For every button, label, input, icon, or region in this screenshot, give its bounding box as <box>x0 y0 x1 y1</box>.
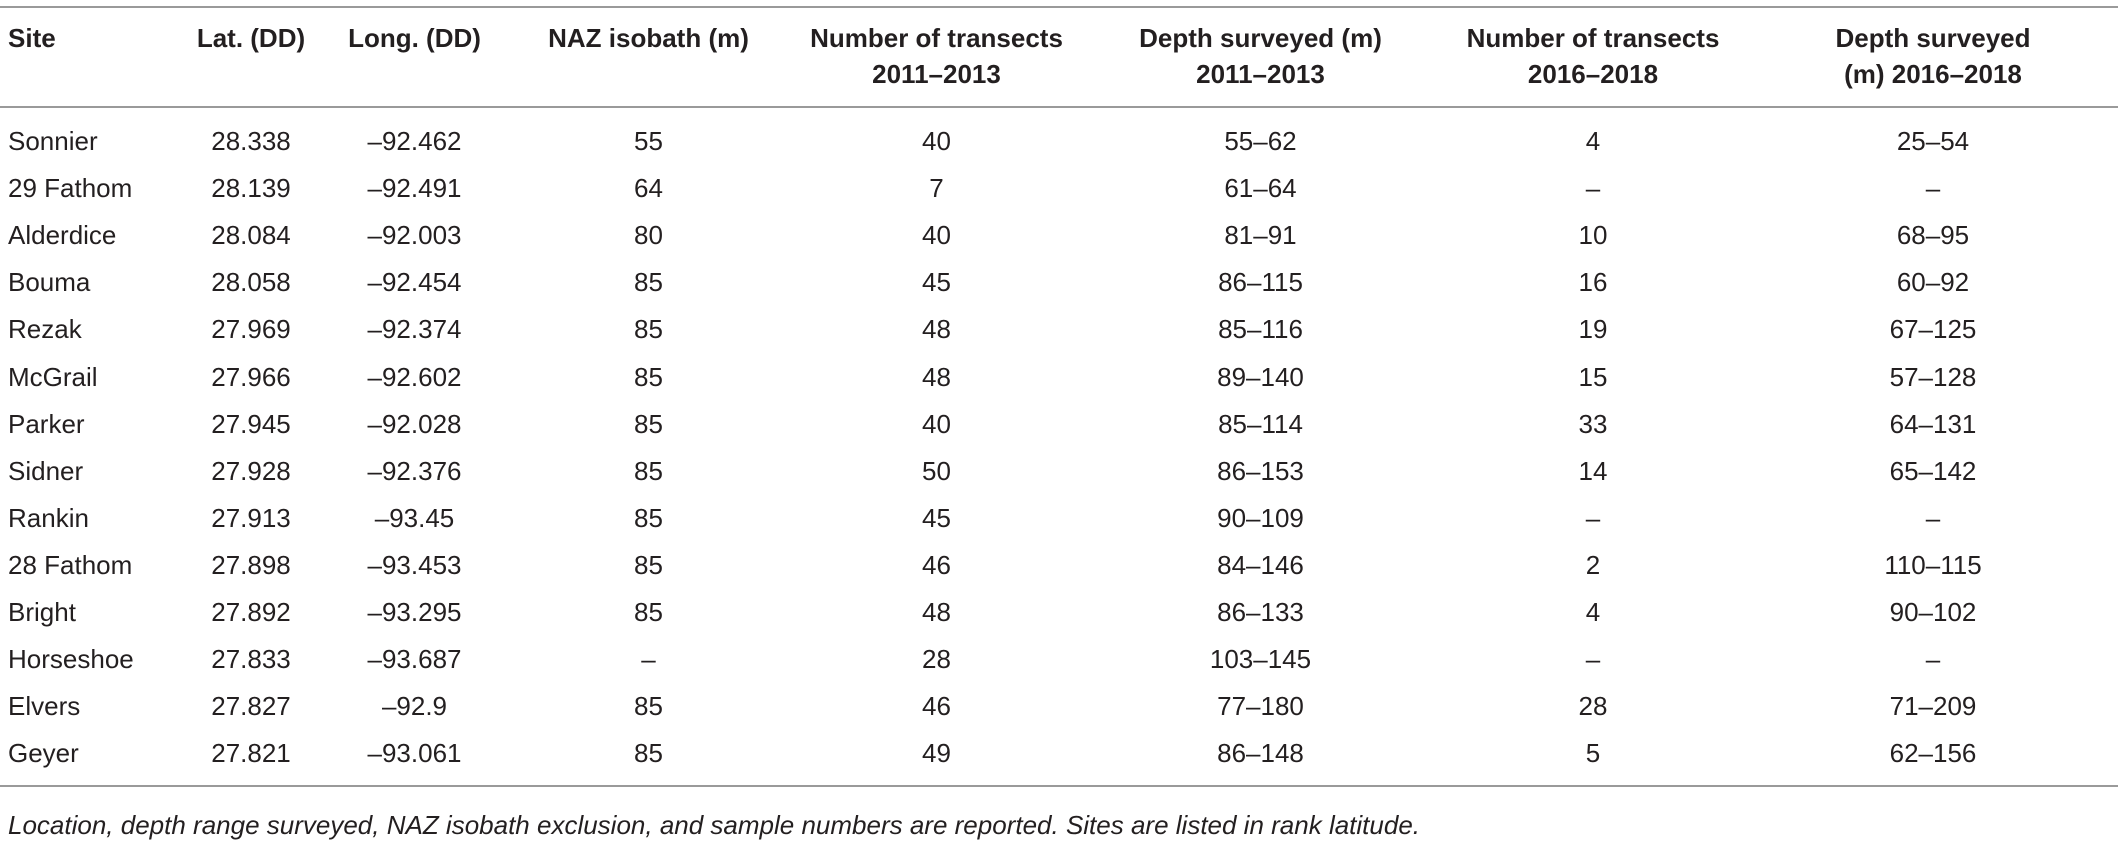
table-cell: 77–180 <box>1217 691 1304 722</box>
table-cell: 28.058 <box>211 267 291 298</box>
table-cell: 85 <box>634 408 663 439</box>
column-header-long <box>322 7 507 107</box>
table-cell: –92.028 <box>367 408 462 439</box>
column-header-naz-isobath <box>507 7 790 107</box>
table-cell: 33 <box>1578 408 1608 439</box>
table-cell: 90–102 <box>1889 596 1977 627</box>
site-table <box>0 6 2118 787</box>
table-cell: 71–209 <box>1889 691 1977 722</box>
table-row <box>0 212 2118 259</box>
header-line: Number of transects <box>1466 23 1720 53</box>
table-cell: 55 <box>634 126 663 157</box>
table-row <box>0 306 2118 353</box>
header-line: Site <box>8 23 56 53</box>
table-cell: 28.338 <box>211 126 291 157</box>
table-cell: – <box>1925 502 1941 533</box>
table-cell: 2 <box>1585 549 1601 580</box>
table-cell: 27.945 <box>211 408 291 439</box>
table-row <box>0 259 2118 306</box>
table-cell: 57–128 <box>1889 361 1977 392</box>
table-cell: –92.376 <box>367 455 462 486</box>
table-row <box>0 107 2118 165</box>
table-cell: 86–115 <box>1218 267 1303 298</box>
table-cell: 86–133 <box>1217 596 1304 627</box>
table-cell: 67–125 <box>1889 314 1977 345</box>
table-cell: 28.139 <box>211 173 291 204</box>
table-cell: 85 <box>634 549 663 580</box>
table-cell: 61–64 <box>1224 173 1297 204</box>
table-cell: 90–109 <box>1217 502 1304 533</box>
table-cell: 85 <box>634 314 663 345</box>
table-cell: 27.928 <box>211 455 291 486</box>
site-name-cell: Elvers <box>8 691 81 722</box>
column-header-transects-2011-2013 <box>790 7 1083 107</box>
table-cell: 27.913 <box>211 502 291 533</box>
table-cell: –93.295 <box>367 596 462 627</box>
table-cell: 50 <box>922 455 951 486</box>
table-cell: 86–148 <box>1217 738 1304 769</box>
table-cell: 19 <box>1578 314 1608 345</box>
table-cell: 68–95 <box>1896 220 1970 251</box>
site-name-cell: 28 Fathom <box>8 549 133 580</box>
table-cell: 28 <box>1578 691 1608 722</box>
table-cell: 85 <box>634 455 663 486</box>
table-cell: 14 <box>1578 455 1608 486</box>
table-cell: 25–54 <box>1896 126 1970 157</box>
table-cell: 85 <box>634 738 663 769</box>
header-row <box>0 7 2118 107</box>
table-row <box>0 683 2118 730</box>
table-cell: 40 <box>922 408 951 439</box>
table-cell: 89–140 <box>1217 361 1304 392</box>
table-cell: 5 <box>1585 738 1601 769</box>
table-cell: –93.453 <box>367 549 462 580</box>
table-cell: 27.969 <box>211 314 291 345</box>
site-name-cell: Alderdice <box>8 220 117 251</box>
table-cell: 60–92 <box>1896 267 1970 298</box>
table-row <box>0 448 2118 495</box>
table-cell: 27.833 <box>211 644 291 675</box>
table-cell: –93.061 <box>367 738 462 769</box>
site-name-cell: Sonnier <box>8 126 98 157</box>
table-cell: 16 <box>1578 267 1608 298</box>
header-line: 2011–2013 <box>1196 59 1325 89</box>
table-cell: 80 <box>634 220 663 251</box>
table-cell: 28.084 <box>211 220 291 251</box>
table-cell: 15 <box>1578 361 1608 392</box>
table-row <box>0 589 2118 636</box>
site-name-cell: Rankin <box>8 502 89 533</box>
table-cell: 27.827 <box>211 691 291 722</box>
table-cell: –92.003 <box>367 220 462 251</box>
column-header-depth-2016-2018 <box>1748 7 2118 107</box>
column-header-depth-2011-2013 <box>1083 7 1438 107</box>
table-cell: 86–153 <box>1217 455 1304 486</box>
table-cell: 4 <box>1585 126 1601 157</box>
table-cell: 48 <box>922 596 951 627</box>
table-cell: 85 <box>634 361 663 392</box>
table-cell: 27.966 <box>211 361 291 392</box>
site-name-cell: Sidner <box>8 455 84 486</box>
table-cell: 64–131 <box>1889 408 1977 439</box>
site-name-cell: McGrail <box>8 361 98 392</box>
table-cell: – <box>1925 644 1941 675</box>
table-cell: 10 <box>1578 220 1608 251</box>
table-cell: 84–146 <box>1217 549 1304 580</box>
table-cell: –92.462 <box>367 126 462 157</box>
table-cell: – <box>1585 173 1601 204</box>
header-line: Number of transects <box>810 23 1063 53</box>
column-header-lat <box>180 7 322 107</box>
table-cell: 85–114 <box>1218 408 1303 439</box>
table-cell: 103–145 <box>1209 644 1312 675</box>
table-cell: –93.687 <box>367 644 462 675</box>
table-cell: 4 <box>1585 596 1601 627</box>
table-row <box>0 401 2118 448</box>
table-cell: 65–142 <box>1889 455 1977 486</box>
table-footnote: Location, depth range surveyed, NAZ isobath exclusion, and sample numbers are reported. Sites are listed in rank latitude. <box>8 810 1421 840</box>
header-line: 2016–2018 <box>1527 59 1659 89</box>
site-name-cell: Geyer <box>8 738 79 769</box>
table-cell: 55–62 <box>1224 126 1297 157</box>
table-cell: – <box>1585 644 1601 675</box>
table-cell: 85 <box>634 502 663 533</box>
table-cell: –92.491 <box>367 173 462 204</box>
table-cell: – <box>1925 173 1941 204</box>
header-line: Long. (DD) <box>348 23 481 53</box>
table-cell: 40 <box>922 126 951 157</box>
table-cell: 110–115 <box>1884 549 1982 580</box>
table-row <box>0 636 2118 683</box>
table-cell: 81–91 <box>1224 220 1297 251</box>
table-row <box>0 730 2118 786</box>
table-cell: 28 <box>922 644 951 675</box>
table-cell: –92.454 <box>367 267 462 298</box>
table-cell: 85 <box>634 596 663 627</box>
table-cell: 45 <box>922 267 951 298</box>
table-cell: 85 <box>634 691 663 722</box>
table-cell: –93.45 <box>374 502 455 533</box>
table-row <box>0 495 2118 542</box>
table-cell: –92.9 <box>381 691 448 722</box>
table-cell: –92.374 <box>367 314 462 345</box>
site-name-cell: Rezak <box>8 314 82 345</box>
table-cell: 48 <box>922 314 951 345</box>
header-line: Depth surveyed (m) <box>1139 23 1382 53</box>
column-header-site <box>0 7 180 107</box>
table-cell: 64 <box>634 173 663 204</box>
table-cell: 62–156 <box>1889 738 1977 769</box>
site-name-cell: Parker <box>8 408 85 439</box>
table-cell: 85 <box>634 267 663 298</box>
header-line: (m) 2016–2018 <box>1844 59 2022 89</box>
table-cell: 49 <box>922 738 951 769</box>
header-line: 2011–2013 <box>872 59 1001 89</box>
table-row <box>0 542 2118 589</box>
table-cell: 46 <box>922 549 951 580</box>
header-line: Depth surveyed <box>1835 23 2031 53</box>
table-cell: 27.892 <box>211 596 291 627</box>
table-cell: 85–116 <box>1218 314 1303 345</box>
table-row <box>0 353 2118 400</box>
site-name-cell: 29 Fathom <box>8 173 133 204</box>
table-cell: 46 <box>922 691 951 722</box>
site-name-cell: Bouma <box>8 267 91 298</box>
table-cell: 40 <box>922 220 951 251</box>
table-cell: 7 <box>929 173 944 204</box>
table-cell: 48 <box>922 361 951 392</box>
header-line: NAZ isobath (m) <box>548 23 749 53</box>
table-row <box>0 165 2118 212</box>
table-cell: 27.821 <box>211 738 291 769</box>
header-line: Lat. (DD) <box>196 23 306 53</box>
table-cell: – <box>1585 502 1601 533</box>
column-header-transects-2016-2018 <box>1438 7 1748 107</box>
site-name-cell: Horseshoe <box>8 644 134 675</box>
table-cell: – <box>641 644 656 675</box>
table-cell: 27.898 <box>211 549 291 580</box>
site-name-cell: Bright <box>8 596 76 627</box>
table-cell: 45 <box>922 502 951 533</box>
table-cell: –92.602 <box>367 361 462 392</box>
